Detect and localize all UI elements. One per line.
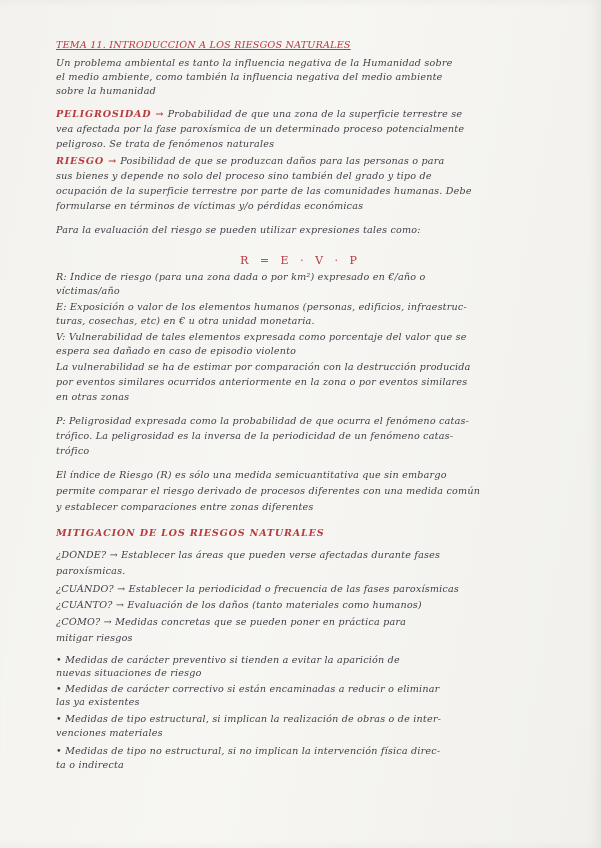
measure-item: las ya existentes (56, 697, 140, 708)
definition-line: trófico. La peligrosidad es la inversa de la periodicidad de un fenómeno catas- (56, 431, 454, 442)
question-line: ¿CÓMO? → Medidas concretas que se pueden poner en práctica para (56, 617, 407, 628)
definition-line: ocupación de la superficie terrestre por parte de las comunidades humanas. Debe (56, 186, 472, 197)
question-line: ¿CUÁNDO? → Establecer la periodicidad o frecuencia de las fases paroxísmicas (56, 584, 460, 595)
definition-line: V: Vulnerabilidad de tales elementos expresada como porcentaje del valor que se (56, 332, 467, 343)
measure-item: • Medidas de carácter preventivo si tienden a evitar la aparición de (56, 655, 400, 666)
riesgo-definition (56, 156, 573, 168)
peligrosidad-term: PELIGROSIDAD → (56, 109, 165, 120)
measure-item: • Medidas de tipo estructural, si implican la realización de obras o de inter- (56, 714, 442, 725)
definition-line: formularse en términos de víctimas y/o pérdidas económicas (56, 201, 364, 212)
definition-line: víctimas/año (56, 286, 120, 297)
measure-item: • Medidas de carácter correctivo si están encaminadas a reducir o eliminar (56, 684, 440, 695)
index-line: El índice de Riesgo (R) es sólo una medida semicuantitativa que sin embargo (56, 470, 447, 481)
intro-line: el medio ambiente, como también la influencia negativa del medio ambiente (56, 72, 443, 83)
measure-item: venciones materiales (56, 728, 163, 739)
definition-line: R: Índice de riesgo (para una zona dada o por km²) expresado en €/año o (56, 272, 426, 283)
definition-text: Posibilidad de que se produzcan daños para las personas o para (120, 156, 445, 167)
page-title: TEMA 11. INTRODUCCIÓN A LOS RIESGOS NATURALES (56, 40, 351, 51)
measure-item: nuevas situaciones de riesgo (56, 668, 202, 679)
definition-line: trófico (56, 446, 90, 457)
definition-line: E: Exposición o valor de los elementos humanos (personas, edificios, infraestruc- (56, 302, 467, 313)
definition-line: P: Peligrosidad expresada como la probabilidad de que ocurra el fenómeno catas- (56, 416, 470, 427)
definition-line: vea afectada por la fase paroxísmica de un determinado proceso potencialmente (56, 124, 465, 135)
definition-line: por eventos similares ocurridos anteriormente en la zona o por eventos similares (56, 377, 468, 388)
risk-formula: R = E · V · P (240, 254, 361, 267)
definition-line: La vulnerabilidad se ha de estimar por comparación con la destrucción producida (56, 362, 471, 373)
measure-item: ta o indirecta (56, 760, 124, 771)
question-line: ¿CUÁNTO? → Evaluación de los daños (tanto materiales como humanos) (56, 600, 422, 611)
definition-line: en otras zonas (56, 392, 130, 403)
question-line: ¿DÓNDE? → Establecer las áreas que pueden verse afectadas durante fases (56, 550, 441, 561)
index-line: y establecer comparaciones entre zonas diferentes (56, 502, 314, 513)
peligrosidad-definition (56, 109, 573, 121)
definition-line: peligroso. Se trata de fenómenos naturales (56, 139, 275, 150)
definition-text: Probabilidad de que una zona de la superficie terrestre se (167, 109, 463, 120)
measure-item: • Medidas de tipo no estructural, si no implican la intervención física direc- (56, 746, 441, 757)
intro-line: sobre la humanidad (56, 86, 157, 97)
definition-line: sus bienes y depende no solo del proceso sino también del grado y tipo de (56, 171, 432, 182)
mitigation-heading: MITIGACIÓN DE LOS RIESGOS NATURALES (56, 528, 325, 539)
definition-line: turas, cosechas, etc) en € u otra unidad monetaria. (56, 316, 315, 327)
evaluation-intro: Para la evaluación del riesgo se pueden utilizar expresiones tales como: (56, 225, 421, 236)
intro-line: Un problema ambiental es tanto la influencia negativa de la Humanidad sobre (56, 58, 453, 69)
question-line: paroxísmicas. (56, 566, 126, 577)
definition-line: espera sea dañado en caso de episodio violento (56, 346, 297, 357)
index-line: permite comparar el riesgo derivado de procesos diferentes con una medida común (56, 486, 481, 497)
question-line: mitigar riesgos (56, 633, 133, 644)
riesgo-term: RIESGO → (56, 156, 118, 167)
